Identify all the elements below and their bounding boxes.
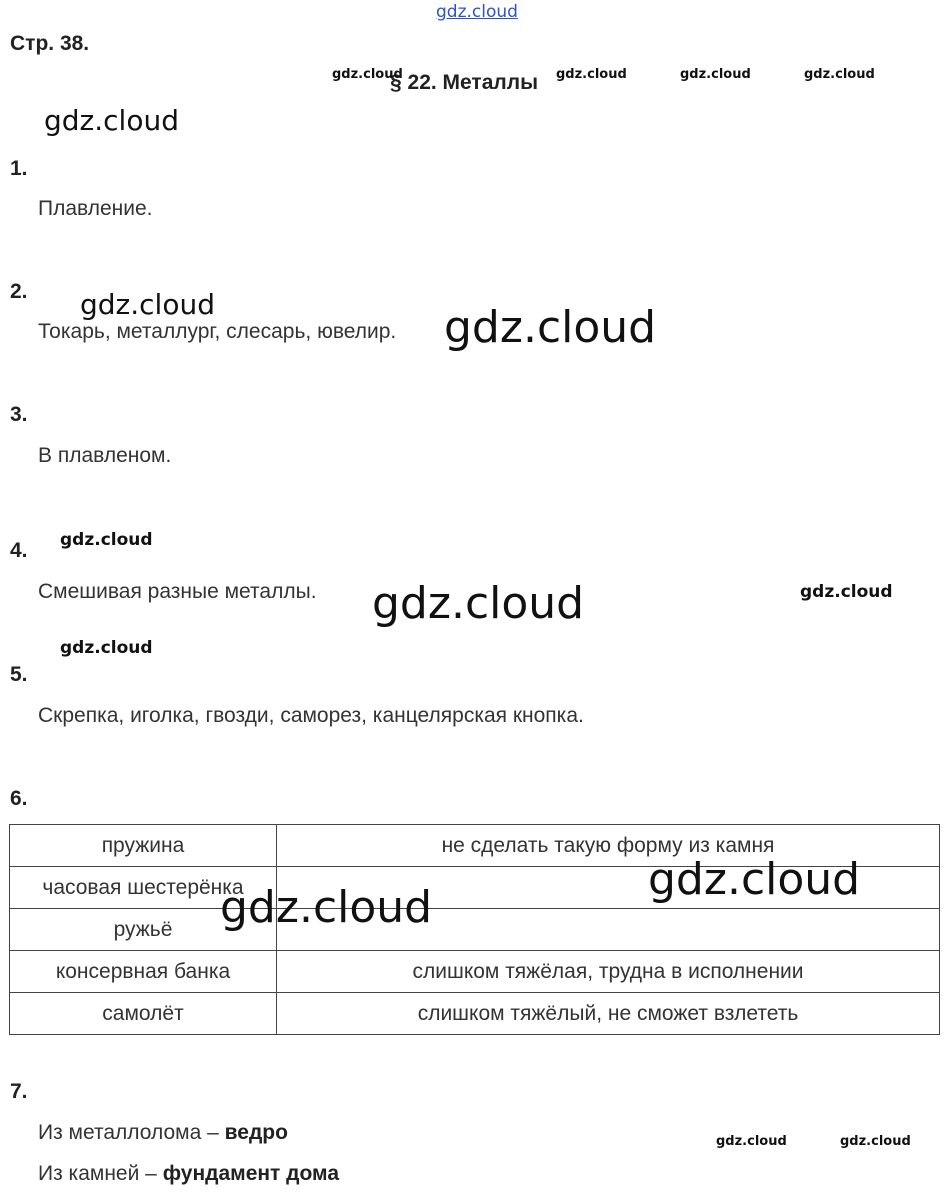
table-cell-reason: не сделать такую форму из камня <box>277 825 940 867</box>
watermark: gdz.cloud <box>716 1134 787 1149</box>
table-cell-reason: слишком тяжёлый, не сможет взлететь <box>277 993 940 1035</box>
section-title: § 22. Металлы <box>390 71 539 94</box>
table-row <box>10 993 940 1035</box>
watermark-top-link[interactable]: gdz.cloud <box>436 2 518 22</box>
watermark: gdz.cloud <box>840 1134 911 1149</box>
watermark: gdz.cloud <box>44 104 179 137</box>
question-number-7: 7. <box>10 1080 28 1103</box>
answer-7-line-1-prefix: Из металлолома – <box>38 1121 225 1144</box>
question-number-2: 2. <box>10 280 28 303</box>
table-cell-item: часовая шестерёнка <box>10 867 277 909</box>
watermark: gdz.cloud <box>80 288 215 321</box>
watermark: gdz.cloud <box>648 854 861 905</box>
answer-3: В плавленом. <box>38 444 172 467</box>
watermark: gdz.cloud <box>804 67 875 82</box>
materials-table <box>9 824 940 1035</box>
table-row <box>10 951 940 993</box>
answer-7-line-2 <box>38 1162 339 1186</box>
answer-5: Скрепка, иголка, гвозди, саморез, канцелярская кнопка. <box>38 704 584 727</box>
answer-1: Плавление. <box>38 197 153 220</box>
question-number-4: 4. <box>10 539 28 562</box>
watermark: gdz.cloud <box>556 67 627 82</box>
table-row <box>10 825 940 867</box>
answer-2: Токарь, металлург, слесарь, ювелир. <box>38 320 397 343</box>
question-number-6: 6. <box>10 787 28 810</box>
question-number-3: 3. <box>10 403 28 426</box>
watermark: gdz.cloud <box>60 530 153 550</box>
watermark: gdz.cloud <box>220 882 433 933</box>
answer-4: Смешивая разные металлы. <box>38 580 317 603</box>
question-number-5: 5. <box>10 663 28 686</box>
watermark: gdz.cloud <box>60 638 153 658</box>
table-cell-item: консервная банка <box>10 951 277 993</box>
table-row <box>10 867 940 909</box>
watermark: gdz.cloud <box>680 67 751 82</box>
table-cell-reason: слишком тяжёлая, трудна в исполнении <box>277 951 940 993</box>
answer-7-line-1-bold: ведро <box>224 1121 288 1144</box>
table-cell-reason <box>277 867 940 909</box>
answer-7-line-1 <box>38 1121 288 1145</box>
table-cell-item: самолёт <box>10 993 277 1035</box>
watermark: gdz.cloud <box>444 302 657 353</box>
watermark: gdz.cloud <box>800 582 893 602</box>
page-label: Стр. 38. <box>10 32 90 55</box>
answer-7-line-2-bold: фундамент дома <box>162 1162 339 1185</box>
table-cell-item: пружина <box>10 825 277 867</box>
question-number-1: 1. <box>10 157 28 180</box>
watermark: gdz.cloud <box>372 578 585 629</box>
watermark: gdz.cloud <box>332 67 403 82</box>
table-cell-item: ружьё <box>10 909 277 951</box>
answer-7-line-2-prefix: Из камней – <box>38 1162 163 1185</box>
table-row <box>10 909 940 951</box>
table-cell-reason <box>277 909 940 951</box>
